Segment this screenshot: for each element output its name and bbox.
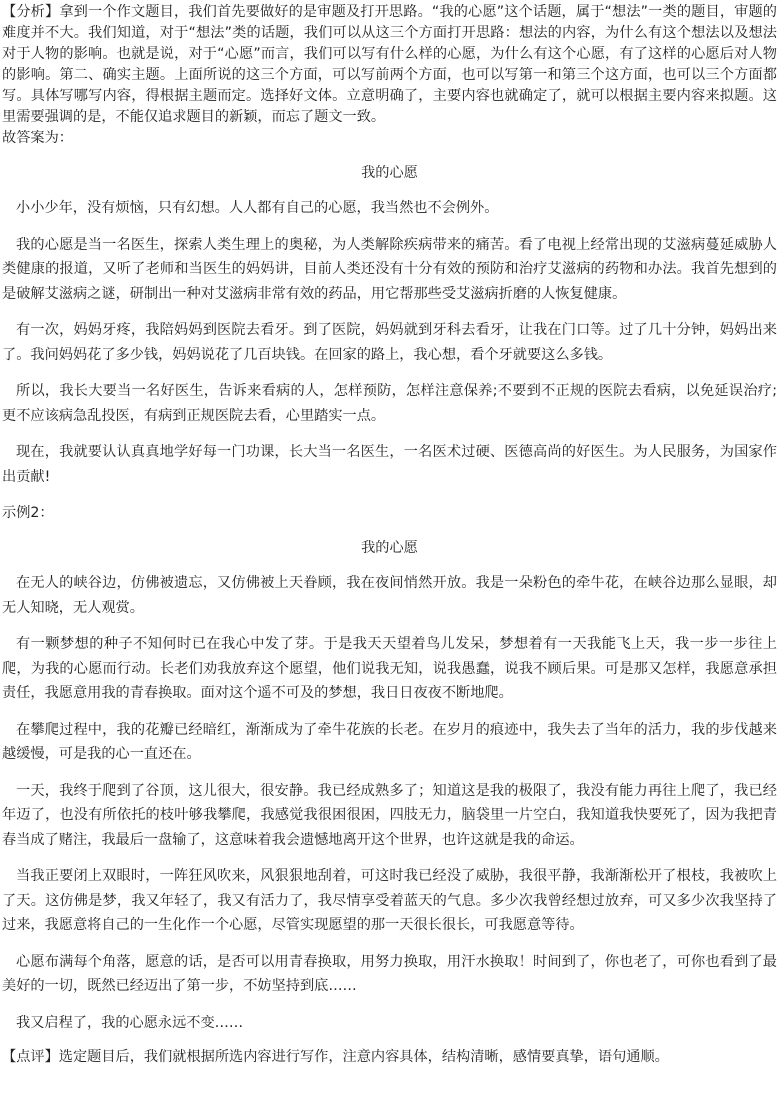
essay2-title: 我的心愿 [361,540,418,556]
essay1-paragraph: 小小少年，没有烦恼，只有幻想。人人都有自己的心愿，我当然也不会例外。 [16,200,499,216]
essay1-paragraph: 有一次，妈妈牙疼，我陪妈妈到医院去看牙。到了医院，妈妈就到牙科去看牙，让我在门口等。过了几十分钟，妈妈出来了。我问妈妈花了多少钱，妈妈说花了几百块钱。在回家的路上，我心想，看个牙就要这么多钱。 [2,322,777,363]
essay2-paragraph: 我又启程了，我的心愿永远不变…… [16,1014,244,1031]
comment-paragraph: 【点评】选定题目后，我们就根据所选内容进行写作，注意内容具体，结构清晰，感情要真挚，语句通顺。 [2,1049,669,1065]
essay2-paragraph: 有一颗梦想的种子不知何时已在我心中发了芽。于是我天天望着鸟儿发呆，梦想着有一天我能飞上天，我一步一步往上爬，为我的心愿而行动。长老们劝我放弃这个愿望，他们说我无知，说我愚蠢，说我不顾后果。可是那又怎样，我愿意承担责任，我愿意用我的青春换取。面对这个遥不可及的梦想，我日日夜夜不断地爬。 [2,636,777,701]
example2-label: 示例2： [2,505,54,521]
essay2-paragraph: 当我正要闭上双眼时，一阵狂风吹来，风狠狠地刮着，可这时我已经没了威胁，我很平静，我渐渐松开了根枝，我被吹上了天。这仿佛是梦，我又年轻了，我又有活力了，我尽情享受着蓝天的气息。多少次我曾经想过放弃，可又多少次我坚持了过来，我愿意将自己的一生化作一个心愿，尽管实现愿望的那一天很长很长，可我愿意等待。 [2,868,777,933]
essay2-paragraph: 在攀爬过程中，我的花瓣已经暗红，渐渐成为了牵牛花族的长老。在岁月的痕迹中，我失去了当年的活力，我的步伐越来越缓慢，可是我的心一直还在。 [2,721,777,762]
essay1-paragraph: 我的心愿是当一名医生，探索人类生理上的奥秘，为人类解除疾病带来的痛苦。看了电视上经常出现的艾滋病蔓延威胁人类健康的报道，又听了老师和当医生的妈妈讲，目前人类还没有十分有效的预防和治疗艾滋病的药物和办法。我首先想到的是破解艾滋病之谜，研制出一种对艾滋病非常有效的药品，用它帮那些受艾滋病折磨的人恢复健康。 [2,236,777,302]
essay1-paragraph: 所以，我长大要当一名好医生，告诉来看病的人，怎样预防，怎样注意保养;不要到不正规的医院去看病，以免延误治疗;更不应该病急乱投医，有病到正规医院去看，心里踏实一点。 [2,383,777,424]
essay2-paragraph: 一天，我终于爬到了谷顶，这儿很大，很安静。我已经成熟多了；知道这是我的极限了，我没有能力再往上爬了，我已经年迈了，也没有所依托的枝叶够我攀爬，我感觉我很困很困，四肢无力，脑袋里一片空白，我知道我快要死了，因为我把青春当成了赌注，我最后一盘输了，这意味着我会遗憾地离开这个世界，也许这就是我的命运。 [2,782,777,848]
essay1-title: 我的心愿 [361,165,418,181]
essay2-paragraph: 在无人的峡谷边，仿佛被遗忘，又仿佛被上天眷顾，我在夜间悄然开放。我是一朵粉色的牵牛花，在峡谷边那么显眼，却无人知晓，无人观赏。 [2,575,777,616]
essay2-paragraph: 心愿布满每个角落，愿意的话，是否可以用青春换取，用努力换取，用汗水换取！时间到了，你也老了，可你也看到了最美好的一切，既然已经迈出了第一步，不妨坚持到底…… [2,953,777,994]
analysis-paragraph: 【分析】拿到一个作文题目，我们首先要做好的是审题及打开思路。“我的心愿”这个话题，属于“想法”一类的题目，审题的难度并不大。我们知道，对于“想法”类的话题，我们可以从这三个方面打开思路：想法的内容，为什么有这个想法以及想法对于人物的影响。也就是说，对于“心愿”而言，我们可以写有什么样的心愿，为什么有这个心愿，有了这样的心愿后对人物的影响。第二、确实主题。上面所说的这三个方面，可以写前两个方面，也可以写第一和第三个这方面，也可以三个方面都写。具体写哪写内容，得根据主题而定。选择好文体。立意明确了，主要内容也就确定了，就可以根据主要内容来拟题。这里需要强调的是，不能仅追求题目的新颖，而忘了题文一致。 [2,4,777,125]
answer-label: 故答案为： [2,130,73,146]
document-page [2,2,777,1068]
essay1-paragraph: 现在，我就要认认真真地学好每一门功课，长大当一名医生，一名医术过硬、医德高尚的好医生。为人民服务，为国家作出贡献! [2,444,777,485]
